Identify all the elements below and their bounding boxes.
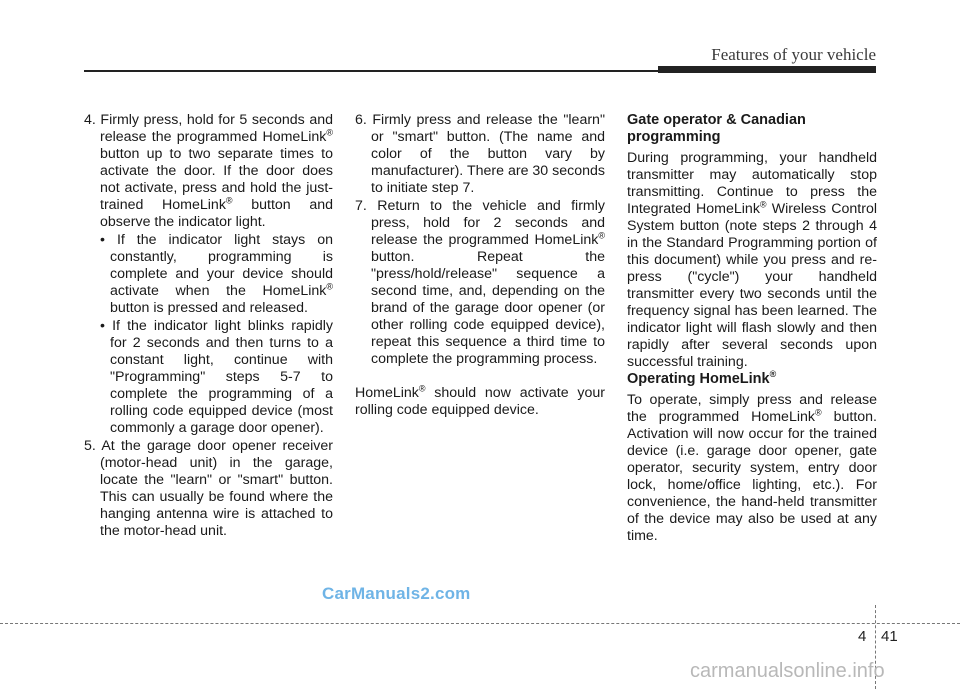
step-4: 4. Firmly press, hold for 5 seconds and release the programmed HomeLink® button up to two separate times to activate the door. If the door does not activate, press and hold the just-trained HomeLink® button and observe the indicator light. xyxy=(84,112,333,230)
step-7: 7. Return to the vehicle and firmly press, hold for 2 seconds and release the programmed HomeLink® button. Repeat the "press/hold/release" sequence a second time, and, depending on the brand of the garage door opener (or other rolling code equipped device), repeat this sequence a third time to complete the programming process. xyxy=(355,198,605,367)
bullet-blinking-light: • If the indicator light blinks rapidly for 2 seconds and then turns to a constant light, continue with "Programming" steps 5-7 to complete the programming of a rolling code equipped device (most commonly a garage door opener). xyxy=(100,318,333,436)
column-3 xyxy=(627,112,877,545)
gate-operator-paragraph: During programming, your handheld transmitter may automatically stop transmitting. Continue to press the Integrated HomeLink® Wireless Control System button (note steps 2 through 4 in the Standard Programming portion of this document) while you press and re-press ("cycle") your handheld transmitter every two seconds until the frequency signal has been learned. The indicator light will flash slowly and then rapidly after several seconds upon successful training. xyxy=(627,150,877,370)
footer-dashed-rule xyxy=(0,623,960,624)
column-2 xyxy=(355,112,605,419)
step-6: 6. Firmly press and release the "learn" or "smart" button. (The name and color of the button vary by manufacturer). There are 30 seconds to initiate step 7. xyxy=(355,112,605,196)
page-number: 41 xyxy=(881,628,898,645)
heading-gate-operator: Gate operator & Canadian programming xyxy=(627,112,806,145)
step-5: 5. At the garage door opener receiver (motor-head unit) in the garage, locate the "learn" or "smart" button. This can usually be found where the hanging antenna wire is attached to the motor-head unit. xyxy=(84,438,333,539)
footer-site-watermark: carmanualsonline.info xyxy=(690,660,885,682)
header-title: Features of your vehicle xyxy=(711,45,876,64)
watermark-link[interactable]: CarManuals2.com xyxy=(322,584,471,603)
operating-paragraph: To operate, simply press and release the programmed HomeLink® button. Activation will now occur for the trained device (i.e. garage door opener, gate operator, security system, entry door lock, home/office lighting, etc.). For convenience, the hand-held transmitter of the device may also be used at any time. xyxy=(627,392,877,544)
bullet-steady-light: • If the indicator light stays on constantly, programming is complete and your device should activate when the HomeLink® button is pressed and released. xyxy=(100,232,333,316)
header-rule-thin xyxy=(84,70,678,72)
chapter-number: 4 xyxy=(858,628,867,645)
column-1 xyxy=(84,112,333,541)
header-rule-thick xyxy=(658,66,876,73)
heading-operating-homelink: Operating HomeLink® xyxy=(627,369,777,387)
homelink-note: HomeLink® should now activate your rolling code equipped device. xyxy=(355,383,605,418)
